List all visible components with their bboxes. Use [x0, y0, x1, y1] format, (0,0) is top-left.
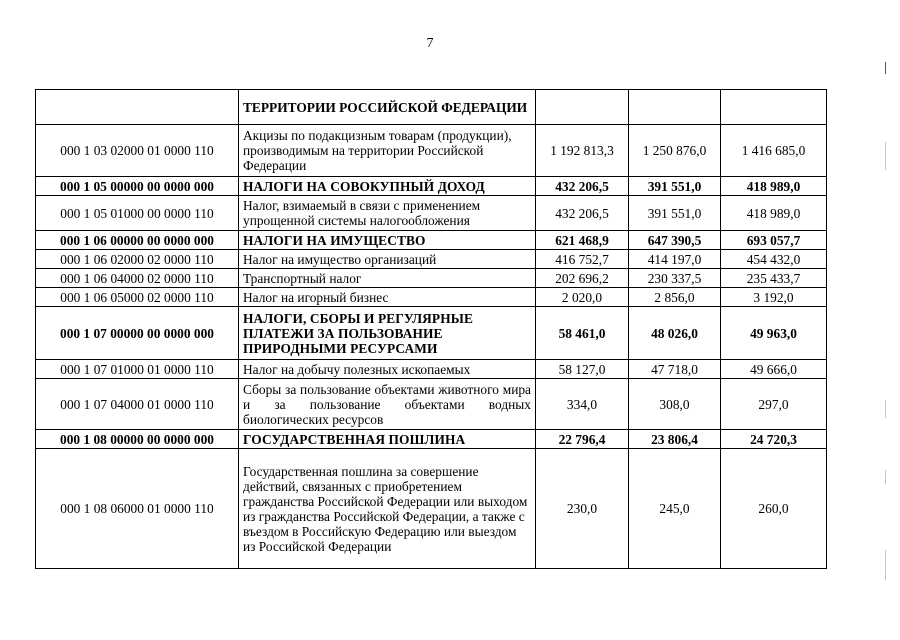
value-year3-cell: 418 989,0	[721, 177, 827, 196]
table-row	[36, 125, 827, 177]
budget-revenue-table	[35, 89, 827, 569]
value-year1-cell: 2 020,0	[536, 288, 629, 307]
table-row	[36, 430, 827, 449]
value-year2-cell: 1 250 876,0	[629, 125, 721, 177]
revenue-name-cell: Государственная пошлина за совершение действий, связанных с приобретением гражданства Российской Федерации или выходом из гражданства Российской Федерации, а также с въездом в Российскую Федерацию или выездом из Российской Федерации	[239, 449, 536, 569]
revenue-name-cell: Налог на имущество организаций	[239, 250, 536, 269]
value-year3-cell: 297,0	[721, 379, 827, 430]
value-year1-cell	[536, 90, 629, 125]
value-year2-cell: 2 856,0	[629, 288, 721, 307]
page-number: 7	[426, 36, 434, 51]
scan-margin-mark	[885, 400, 886, 418]
scan-margin-mark	[885, 62, 886, 74]
scan-margin-mark	[885, 550, 886, 580]
revenue-name-cell: Налог на добычу полезных ископаемых	[239, 360, 536, 379]
value-year1-cell: 334,0	[536, 379, 629, 430]
value-year1-cell: 1 192 813,3	[536, 125, 629, 177]
table-row	[36, 360, 827, 379]
value-year3-cell: 418 989,0	[721, 196, 827, 231]
budget-code-cell: 000 1 06 02000 02 0000 110	[36, 250, 239, 269]
budget-code-cell: 000 1 06 04000 02 0000 110	[36, 269, 239, 288]
value-year2-cell: 391 551,0	[629, 177, 721, 196]
budget-code-cell: 000 1 07 04000 01 0000 110	[36, 379, 239, 430]
budget-code-cell: 000 1 07 00000 00 0000 000	[36, 307, 239, 360]
budget-code-cell	[36, 90, 239, 125]
value-year2-cell: 647 390,5	[629, 231, 721, 250]
revenue-name-cell: Транспортный налог	[239, 269, 536, 288]
value-year2-cell: 47 718,0	[629, 360, 721, 379]
value-year3-cell: 3 192,0	[721, 288, 827, 307]
budget-code-cell: 000 1 03 02000 01 0000 110	[36, 125, 239, 177]
table-row	[36, 288, 827, 307]
budget-code-cell: 000 1 07 01000 01 0000 110	[36, 360, 239, 379]
revenue-name-cell: Сборы за пользование объектами животного мира и за пользование объектами водных биологических ресурсов	[239, 379, 536, 430]
table-row	[36, 307, 827, 360]
revenue-name-cell: Налог на игорный бизнес	[239, 288, 536, 307]
value-year2-cell: 391 551,0	[629, 196, 721, 231]
value-year1-cell: 621 468,9	[536, 231, 629, 250]
table-row	[36, 379, 827, 430]
value-year2-cell	[629, 90, 721, 125]
table-row	[36, 250, 827, 269]
value-year2-cell: 23 806,4	[629, 430, 721, 449]
budget-code-cell: 000 1 08 06000 01 0000 110	[36, 449, 239, 569]
value-year1-cell: 432 206,5	[536, 196, 629, 231]
revenue-name-cell: ТЕРРИТОРИИ РОССИЙСКОЙ ФЕДЕРАЦИИ	[239, 90, 536, 125]
budget-code-cell: 000 1 06 05000 02 0000 110	[36, 288, 239, 307]
revenue-name-cell: НАЛОГИ НА ИМУЩЕСТВО	[239, 231, 536, 250]
value-year3-cell: 260,0	[721, 449, 827, 569]
table-row	[36, 269, 827, 288]
value-year3-cell: 454 432,0	[721, 250, 827, 269]
value-year2-cell: 245,0	[629, 449, 721, 569]
table-row	[36, 231, 827, 250]
budget-code-cell: 000 1 08 00000 00 0000 000	[36, 430, 239, 449]
table-row	[36, 90, 827, 125]
value-year1-cell: 58 461,0	[536, 307, 629, 360]
revenue-name-cell: Налог, взимаемый в связи с применением упрощенной системы налогообложения	[239, 196, 536, 231]
revenue-name-cell: ГОСУДАРСТВЕННАЯ ПОШЛИНА	[239, 430, 536, 449]
table-row	[36, 196, 827, 231]
scan-margin-mark	[885, 470, 886, 484]
value-year1-cell: 58 127,0	[536, 360, 629, 379]
value-year3-cell: 1 416 685,0	[721, 125, 827, 177]
value-year2-cell: 414 197,0	[629, 250, 721, 269]
value-year3-cell: 49 963,0	[721, 307, 827, 360]
budget-code-cell: 000 1 05 01000 00 0000 110	[36, 196, 239, 231]
value-year2-cell: 230 337,5	[629, 269, 721, 288]
value-year3-cell: 693 057,7	[721, 231, 827, 250]
value-year3-cell: 235 433,7	[721, 269, 827, 288]
value-year1-cell: 416 752,7	[536, 250, 629, 269]
value-year3-cell: 49 666,0	[721, 360, 827, 379]
revenue-name-cell: НАЛОГИ НА СОВОКУПНЫЙ ДОХОД	[239, 177, 536, 196]
value-year1-cell: 230,0	[536, 449, 629, 569]
value-year1-cell: 202 696,2	[536, 269, 629, 288]
table-row	[36, 449, 827, 569]
budget-code-cell: 000 1 06 00000 00 0000 000	[36, 231, 239, 250]
scan-margin-mark	[885, 142, 886, 170]
value-year3-cell	[721, 90, 827, 125]
value-year1-cell: 22 796,4	[536, 430, 629, 449]
revenue-name-cell: НАЛОГИ, СБОРЫ И РЕГУЛЯРНЫЕ ПЛАТЕЖИ ЗА ПОЛЬЗОВАНИЕ ПРИРОДНЫМИ РЕСУРСАМИ	[239, 307, 536, 360]
value-year1-cell: 432 206,5	[536, 177, 629, 196]
value-year2-cell: 48 026,0	[629, 307, 721, 360]
table-row	[36, 177, 827, 196]
value-year3-cell: 24 720,3	[721, 430, 827, 449]
budget-code-cell: 000 1 05 00000 00 0000 000	[36, 177, 239, 196]
value-year2-cell: 308,0	[629, 379, 721, 430]
revenue-name-cell: Акцизы по подакцизным товарам (продукции), производимым на территории Российской Федерации	[239, 125, 536, 177]
